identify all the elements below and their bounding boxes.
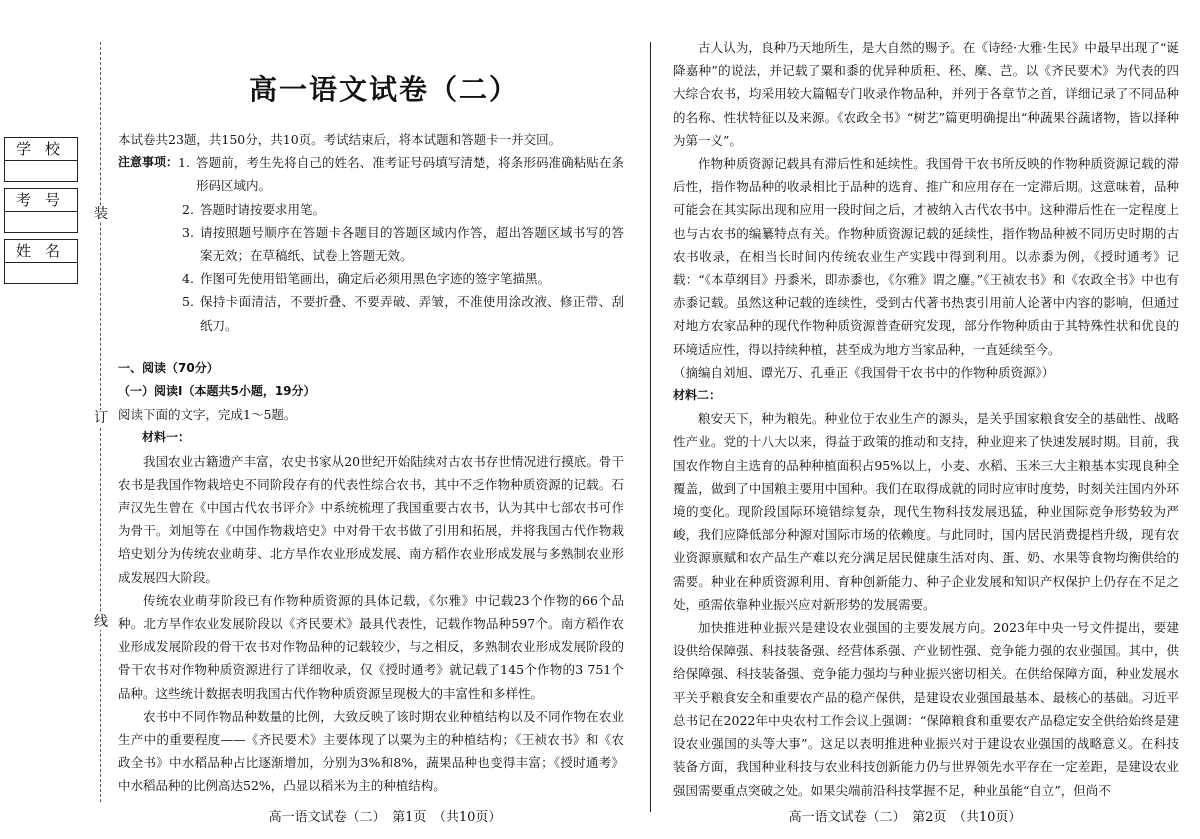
note-item bbox=[182, 290, 624, 336]
footer-page-1: 高一语文试卷（二） 第1页 （共10页） bbox=[268, 810, 502, 825]
paragraph: 作物种质资源记载具有滞后性和延续性。我国骨干农书所反映的作物种质资源记载的滞后性，指作物品种的收录相比于品种的选育、推广和应用存在一定滞后期。这意味着，品种可能会在其实际出现和应用一段时间之后，才被纳入古代农书中。这种滞后性在一定程度上也与古农书的编纂特点有关。作物种质资源记载的延续性，指作物品种被不同历史时期的古农书收录，在相当长时间内传统农业生产实践中得到利用。以赤黍为例，《授时通考》记载：“《本草纲目》丹黍米，即赤黍也，《尔雅》谓之鏖。”《王祯农书》和《农政全书》中也有赤黍记载。虽然这种记载的连续性，受到古代著书热衷引用前人论著中内容的影响，但通过对地方农家品种的现代作物种质资源普查研究发现，部分作物种质由于其特殊性状和优良的环境适应性，得以持续种植，甚至成为地方当家品种，一直延续至今。 bbox=[673, 156, 1179, 357]
note-number: 5. bbox=[182, 294, 194, 310]
binding-char-zhuang: 装 bbox=[94, 206, 108, 222]
note-item bbox=[182, 198, 624, 221]
note-number: 2. bbox=[182, 201, 194, 217]
note-item bbox=[182, 221, 624, 267]
note-text: 答题前，考生先将自己的姓名、准考证号码填写清楚，将条形码准确粘贴在条形码区域内。 bbox=[196, 155, 624, 194]
right-column bbox=[673, 36, 1179, 802]
note-number: 4. bbox=[182, 271, 194, 287]
note-text: 作图可先使用铅笔画出，确定后必须用黑色字迹的签字笔描黑。 bbox=[200, 271, 551, 287]
source-citation: （摘编自刘旭、谭光万、孔垂正《我国骨干农书中的作物种质资源》） bbox=[673, 364, 1055, 380]
name-blank[interactable] bbox=[5, 263, 77, 283]
note-text: 保持卡面清洁，不要折叠、不要弄破、弄皱，不准使用涂改液、修正带、刮纸刀。 bbox=[200, 294, 624, 333]
footer-page-2: 高一语文试卷（二） 第2页 （共10页） bbox=[788, 810, 1022, 825]
page-divider bbox=[650, 42, 651, 812]
exam-number-box bbox=[4, 188, 78, 233]
exam-title: 高一语文试卷（二） bbox=[248, 73, 519, 106]
paragraph: 传统农业萌芽阶段已有作物种质资源的具体记载，《尔雅》中记载23个作物的66个品种。北方旱作农业发展阶段以《齐民要术》最具代表性，记载作物品种597个。南方稻作农业形成发展阶段的骨干农书对作物品种的记载较少，与之相反，多熟制农业形成发展阶段的骨干农书对作物种质资源进行了详细收录，仅《授时通考》就记载了145个作物的3 751个品种。这些统计数据表明我国古代作物种质资源呈现极大的丰富性和多样性。 bbox=[118, 592, 624, 701]
left-column bbox=[118, 128, 624, 798]
note-text: 请按照题号顺序在答题卡各题目的答题区域内作答，超出答题区域书写的答案无效；在草稿纸、试卷上答题无效。 bbox=[200, 224, 624, 264]
note-number: 3. bbox=[182, 224, 194, 240]
instruction-text: 阅读下面的文字，完成1～5题。 bbox=[118, 407, 297, 423]
subsection-heading: （一）阅读Ⅰ（本题共5小题，19分） bbox=[118, 384, 316, 399]
note-text: 答题时请按要求用笔。 bbox=[200, 201, 326, 217]
school-label: 学校 bbox=[5, 138, 77, 161]
material-1-label: 材料一： bbox=[142, 430, 191, 445]
material-2-label: 材料二： bbox=[673, 388, 722, 403]
school-box bbox=[4, 137, 78, 182]
school-blank[interactable] bbox=[5, 161, 77, 181]
exam-number-label: 考号 bbox=[5, 189, 77, 212]
notes-first-row bbox=[118, 151, 624, 197]
note-number: 1. bbox=[178, 155, 190, 171]
binding-char-ding: 订 bbox=[94, 410, 108, 426]
paragraph: 加快推进种业振兴是建设农业强国的主要发展方向。2023年中央一号文件提出，要建设供给保障强、科技装备强、经营体系强、产业韧性强、竞争能力强的农业强国。其中，供给保障强、科技装备强、竞争能力强均与种业振兴密切相关。在供给保障方面，种业发展水平关乎粮食安全和重要农产品的稳产保供，是建设农业强国最基本、最核心的基础。习近平总书记在2022年中央农村工作会议上强调：“保障粮食和重要农产品稳定安全供给始终是建设农业强国的头等大事”。这足以表明推进种业振兴对于建设农业强国的战略意义。在科技装备方面，我国种业科技与农业科技创新能力仍与世界领先水平存在一定差距，是建设农业强国需要重点突破之处。如果尖端前沿科技掌握不足，种业虽能“自立”，但尚不 bbox=[673, 620, 1179, 798]
paragraph: 粮安天下，种为粮先。种业位于农业生产的源头，是关乎国家粮食安全的基础性、战略性产业。党的十八大以来，得益于政策的推动和支持，种业迎来了快速发展时期。目前，我国农作物自主选育的品种种植面积占95%以上，小麦、水稻、玉米三大主粮基本实现良种全覆盖，做到了中国粮主要用中国种。我们在取得成就的同时应审时度势，时刻关注国内外环境的变化。现阶段国际环境错综复杂，现代生物科技发展迅猛，种业国际竞争形势较为严峻，我们应降低部分种源对国际市场的依赖度。与此同时，国内居民消费提档升级，现有农业资源禀赋和农产品生产难以充分满足居民健康生活对肉、蛋、奶、水果等食物均衡供给的需要。种业在种质资源利用、育种创新能力、种子企业发展和知识产权保护上仍存在不足之处，亟需依靠种业振兴应对新形势的发展需要。 bbox=[673, 411, 1179, 612]
exam-number-blank[interactable] bbox=[5, 212, 77, 232]
notes-label: 注意事项： bbox=[118, 155, 179, 170]
intro-text: 本试卷共23题，共150分，共10页。考试结束后，将本试题和答题卡一并交回。 bbox=[118, 132, 562, 147]
name-box bbox=[4, 239, 78, 284]
binding-char-xian: 线 bbox=[94, 614, 108, 630]
paragraph: 农书中不同作物品种数量的比例，大致反映了该时期农业种植结构以及不同作物在农业生产中的重要程度——《齐民要术》主要体现了以粟为主的种植结构；《王祯农书》和《农政全书》中水稻品种占比逐渐增加，分别为3%和8%，蔬果品种也变得丰富；《授时通考》中水稻品种的比例高达52%，凸显以稻米为主的种植结构。 bbox=[118, 708, 624, 794]
note-item bbox=[182, 267, 624, 290]
section-heading: 一、阅读（70分） bbox=[118, 360, 219, 375]
paragraph: 古人认为，良种乃天地所生，是大自然的赐予。在《诗经·大雅·生民》中最早出现了“诞降嘉种”的说法，并记载了粟和黍的优异种质秬、秠、穈、芑。以《齐民要术》为代表的四大综合农书，均采用较大篇幅专门收录作物品种，并列于各章节之首，详细记录了不同品种的名称、性状特征以及来源。《农政全书》“树艺”篇更明确提出“种蔬果谷蔬诸物，皆以择种为第一义”。 bbox=[673, 40, 1179, 148]
name-label: 姓名 bbox=[5, 240, 77, 263]
paragraph: 我国农业古籍遗产丰富，农史书家从20世纪开始陆续对古农书存世情况进行摸底。骨干农书是我国作物栽培史不同阶段存有的代表性综合农书，其中不乏作物种质资源的记载。石声汉先生曾在《中国古代农书评介》中系统梳理了我国重要古农书，认为其中七部农书可作为骨干。刘旭等在《中国作物栽培史》中对骨干农书做了引用和拓展，并将我国古代作物栽培史划分为传统农业萌芽、北方旱作农业形成发展、南方稻作农业形成发展与多熟制农业形成发展四大阶段。 bbox=[118, 453, 624, 585]
